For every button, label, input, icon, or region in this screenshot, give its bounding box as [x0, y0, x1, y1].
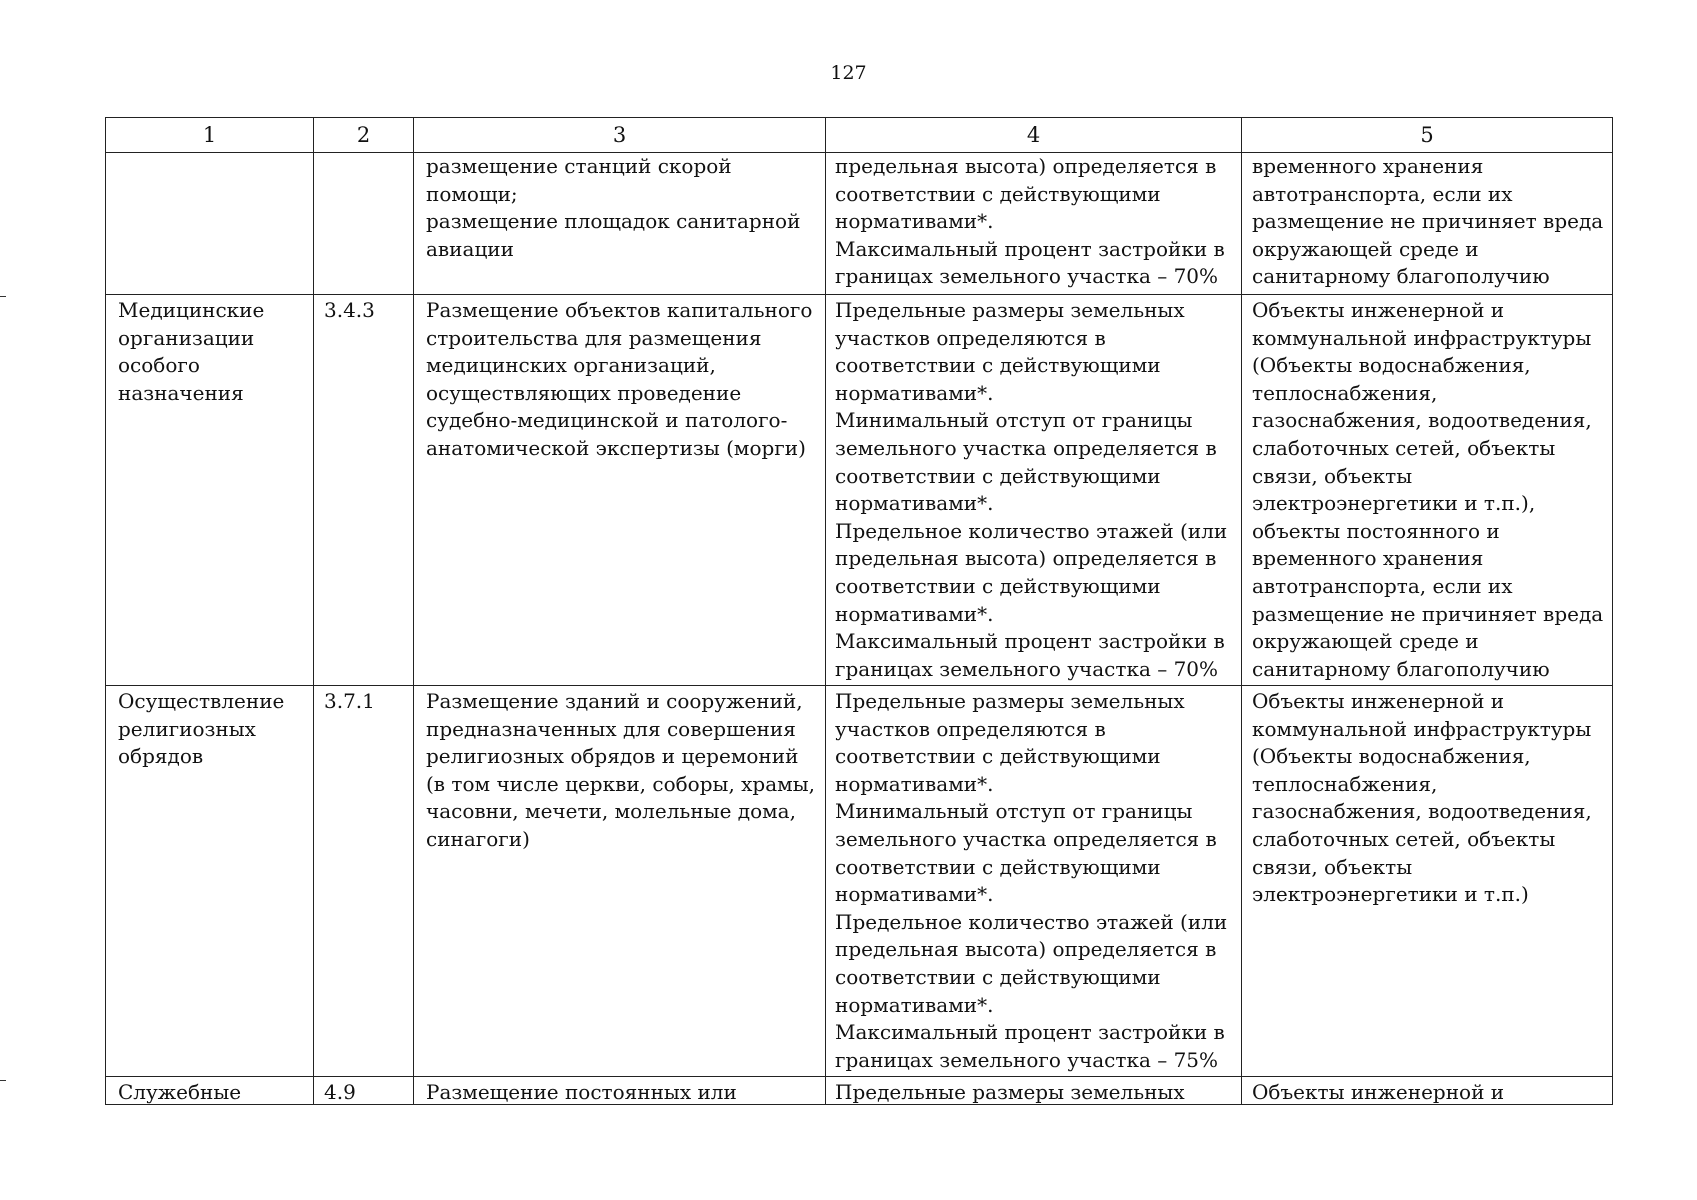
use-name-cell: Медицинские организации особого назначения	[106, 295, 314, 686]
header-row	[106, 118, 1613, 153]
parameters-cell: Предельные размеры земельных участков определяются в соответствии с действующими нормативами*. Минимальный отступ от границы земельного участка определяется в соответствии с действующими нормативами*. Предельное количество этажей (или предельная высота) определяется в соответствии с действующими нормативами*. Максимальный процент застройки в границах земельного участка – 75%	[826, 686, 1242, 1077]
parameters-cell: Предельные размеры земельных участков определяются в соответствии с действующими нормативами*. Минимальный отступ от границы земельного участка определяется в соответствии с действующими нормативами*. Предельное количество этажей (или предельная высота) определяется в соответствии с действующими нормативами*. Максимальный процент застройки в границах земельного участка – 70%	[826, 295, 1242, 686]
use-name-cell: Служебные	[106, 1077, 314, 1105]
use-name-cell: Осуществление религиозных обрядов	[106, 686, 314, 1077]
scan-edge-mark	[0, 296, 6, 297]
header-col-1: 1	[106, 118, 314, 153]
parameters-cell: предельная высота) определяется в соответствии с действующими нормативами*. Максимальный процент застройки в границах земельного участка – 70%	[826, 153, 1242, 295]
header-col-3: 3	[414, 118, 826, 153]
use-description-cell: Размещение зданий и сооружений, предназначенных для совершения религиозных обрядов и церемоний (в том числе церкви, соборы, храмы, часовни, мечети, молельные дома, синагоги)	[414, 686, 826, 1077]
header-col-5: 5	[1242, 118, 1613, 153]
table-row	[106, 1077, 1613, 1105]
use-code-cell	[314, 153, 414, 295]
use-description-cell: Размещение постоянных или	[414, 1077, 826, 1105]
land-use-table	[105, 117, 1613, 1105]
table-row	[106, 153, 1613, 295]
page-number: 127	[830, 62, 867, 84]
use-description-cell: размещение станций скорой помощи; размещение площадок санитарной авиации	[414, 153, 826, 295]
parameters-cell: Предельные размеры земельных	[826, 1077, 1242, 1105]
auxiliary-uses-cell: временного хранения автотранспорта, если их размещение не причиняет вреда окружающей среде и санитарному благополучию	[1242, 153, 1613, 295]
use-name-cell	[106, 153, 314, 295]
auxiliary-uses-cell: Объекты инженерной и коммунальной инфраструктуры (Объекты водоснабжения, теплоснабжения, газоснабжения, водоотведения, слаботочных сетей, объекты связи, объекты электроэнергетики и т.п.)	[1242, 686, 1613, 1077]
scan-edge-mark	[0, 1080, 6, 1081]
header-col-2: 2	[314, 118, 414, 153]
table-row	[106, 686, 1613, 1077]
header-col-4: 4	[826, 118, 1242, 153]
auxiliary-uses-cell: Объекты инженерной и коммунальной инфраструктуры (Объекты водоснабжения, теплоснабжения, газоснабжения, водоотведения, слаботочных сетей, объекты связи, объекты электроэнергетики и т.п.), объекты постоянного и временного хранения автотранспорта, если их размещение не причиняет вреда окружающей среде и санитарному благополучию	[1242, 295, 1613, 686]
auxiliary-uses-cell: Объекты инженерной и	[1242, 1077, 1613, 1105]
use-code-cell: 4.9	[314, 1077, 414, 1105]
table-row	[106, 295, 1613, 686]
use-code-cell: 3.4.3	[314, 295, 414, 686]
use-description-cell: Размещение объектов капитального строительства для размещения медицинских организаций, осуществляющих проведение судебно-медицинской и патолого-анатомической экспертизы (морги)	[414, 295, 826, 686]
use-code-cell: 3.7.1	[314, 686, 414, 1077]
